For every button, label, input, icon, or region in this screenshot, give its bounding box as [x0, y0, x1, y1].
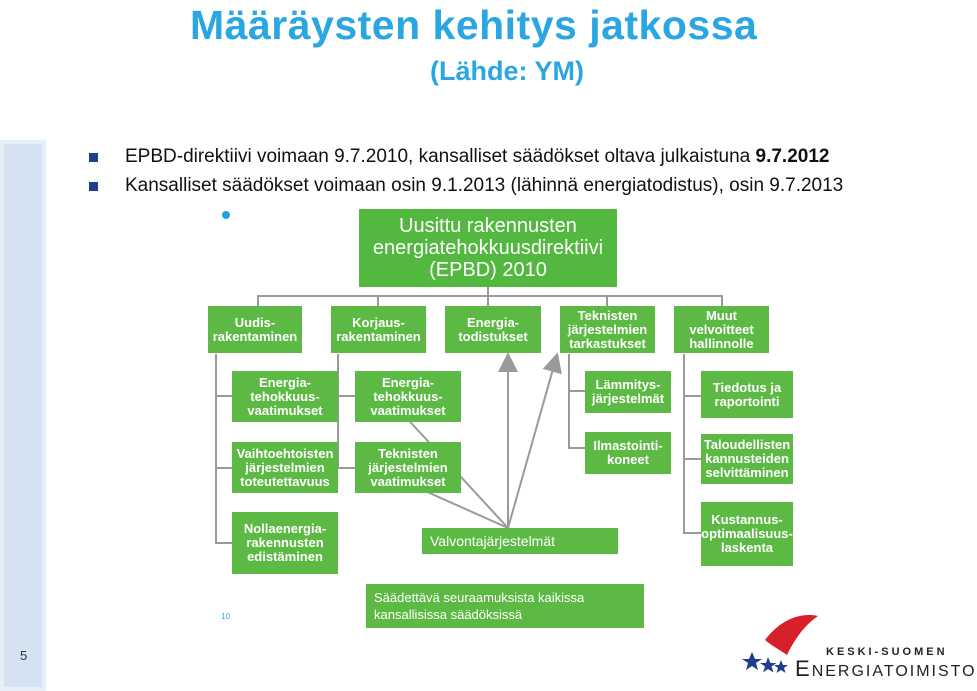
root-epbd-box: Uusittu rakennusten energiatehokkuusdirektiivi (EPBD) 2010 [359, 209, 617, 287]
col4-ilmastointi: Ilmastointi- koneet [585, 432, 671, 474]
logo-line1: KESKI-SUOMEN [826, 646, 948, 658]
col5-tiedotus: Tiedotus ja raportointi [701, 371, 793, 418]
monitoring-box: Valvontajärjestelmät [422, 528, 618, 554]
logo-line2-rest: NERGIATOIMISTO [811, 663, 977, 680]
logo-star-icon [774, 660, 788, 673]
col5-taloudelliset: Taloudellisten kannusteiden selvittäminen [701, 434, 793, 484]
logo-red-swoosh-icon [765, 615, 818, 655]
slide-title: Määräysten kehitys jatkossa [190, 2, 758, 48]
inner-page-number: 10 [221, 612, 230, 621]
col2-tekniset-vaatimukset: Teknisten järjestelmien vaatimukset [355, 442, 461, 493]
footnote-box: Säädettävä seuraamuksista kaikissa kansallisissa säädöksissä [366, 584, 644, 628]
category-korjausrakentaminen: Korjaus- rakentaminen [331, 306, 426, 353]
bullet-2-text: Kansalliset säädökset voimaan osin 9.1.2013 (lähinnä energiatodistus), osin 9.7.2013 [125, 175, 844, 196]
slide-subtitle: (Lähde: YM) [430, 56, 584, 86]
category-tarkastukset: Teknisten järjestelmien tarkastukset [560, 306, 655, 353]
col1-nollaenergia: Nollaenergia- rakennusten edistäminen [232, 512, 338, 574]
page-number: 5 [20, 648, 28, 663]
logo-line2-initial: E [795, 656, 812, 681]
category-muut-velvoitteet: Muut velvoitteet hallinnolle [674, 306, 769, 353]
bullet-1-text: EPBD-direktiivi voimaan 9.7.2010, kansalliset säädökset oltava julkaistuna [125, 146, 756, 167]
logo-star-icon [742, 652, 762, 670]
col5-kustannus: Kustannus- optimaalisuus- laskenta [701, 502, 793, 566]
col1-vaihtoehtoiset: Vaihtoehtoisten järjestelmien toteutettavuus [232, 442, 338, 493]
category-uudisrakentaminen: Uudis- rakentaminen [208, 306, 302, 353]
logo-star-icon [760, 657, 777, 673]
category-energiatodistukset: Energia- todistukset [445, 306, 541, 353]
col4-lammitys: Lämmitys- järjestelmät [585, 371, 671, 413]
bullet-1-bold: 9.7.2012 [755, 146, 830, 167]
logo-line2 [795, 656, 977, 682]
col1-energiatehokkuus: Energia- tehokkuus- vaatimukset [232, 371, 338, 422]
col2-energiatehokkuus: Energia- tehokkuus- vaatimukset [355, 371, 461, 422]
